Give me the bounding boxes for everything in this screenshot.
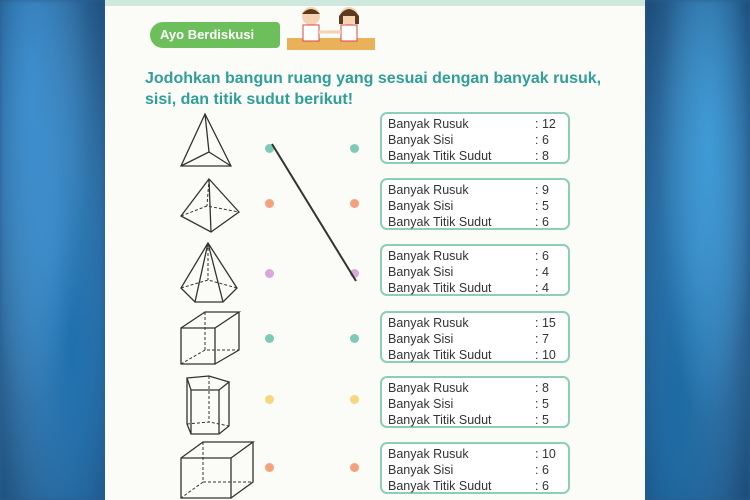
rusuk-label: Banyak Rusuk bbox=[388, 117, 469, 131]
titik-value: : 6 bbox=[535, 215, 549, 229]
rusuk-value: : 6 bbox=[535, 249, 549, 263]
rusuk-value: : 10 bbox=[535, 447, 556, 461]
titik-label: Banyak Titik Sudut bbox=[388, 281, 492, 295]
titik-label: Banyak Titik Sudut bbox=[388, 149, 492, 163]
rusuk-label: Banyak Rusuk bbox=[388, 447, 469, 461]
titik-value: : 5 bbox=[535, 413, 549, 427]
property-card-3 bbox=[380, 244, 570, 296]
sisi-label: Banyak Sisi bbox=[388, 397, 454, 411]
sisi-value: : 7 bbox=[535, 332, 549, 346]
property-card-2 bbox=[380, 178, 570, 230]
rusuk-label: Banyak Rusuk bbox=[388, 316, 469, 330]
instruction-text: Jodohkan bangun ruang yang sesuai dengan banyak rusuk, sisi, dan titik sudut berikut! bbox=[145, 70, 602, 108]
discussion-header: Ayo Berdiskusi bbox=[150, 22, 280, 48]
rusuk-label: Banyak Rusuk bbox=[388, 249, 469, 263]
rusuk-label: Banyak Rusuk bbox=[388, 381, 469, 395]
sisi-value: : 5 bbox=[535, 199, 549, 213]
worksheet-page bbox=[105, 0, 645, 500]
sisi-label: Banyak Sisi bbox=[388, 133, 454, 147]
rusuk-value: : 12 bbox=[535, 117, 556, 131]
titik-value: : 8 bbox=[535, 149, 549, 163]
background-right-blur bbox=[645, 0, 750, 500]
property-card-5 bbox=[380, 376, 570, 428]
rusuk-value: : 9 bbox=[535, 183, 549, 197]
sisi-label: Banyak Sisi bbox=[388, 332, 454, 346]
titik-label: Banyak Titik Sudut bbox=[388, 348, 492, 362]
rusuk-value: : 15 bbox=[535, 316, 556, 330]
titik-label: Banyak Titik Sudut bbox=[388, 479, 492, 493]
sisi-value: : 5 bbox=[535, 397, 549, 411]
titik-value: : 4 bbox=[535, 281, 549, 295]
rusuk-value: : 8 bbox=[535, 381, 549, 395]
titik-label: Banyak Titik Sudut bbox=[388, 413, 492, 427]
property-card-1 bbox=[380, 112, 570, 164]
sisi-label: Banyak Sisi bbox=[388, 463, 454, 477]
sisi-value: : 6 bbox=[535, 463, 549, 477]
sisi-value: : 6 bbox=[535, 133, 549, 147]
sisi-value: : 4 bbox=[535, 265, 549, 279]
titik-value: : 10 bbox=[535, 348, 556, 362]
property-card-4 bbox=[380, 311, 570, 363]
sisi-label: Banyak Sisi bbox=[388, 265, 454, 279]
titik-label: Banyak Titik Sudut bbox=[388, 215, 492, 229]
sisi-label: Banyak Sisi bbox=[388, 199, 454, 213]
property-card-6 bbox=[380, 442, 570, 494]
titik-value: : 6 bbox=[535, 479, 549, 493]
rusuk-label: Banyak Rusuk bbox=[388, 183, 469, 197]
background-left-blur bbox=[0, 0, 105, 500]
